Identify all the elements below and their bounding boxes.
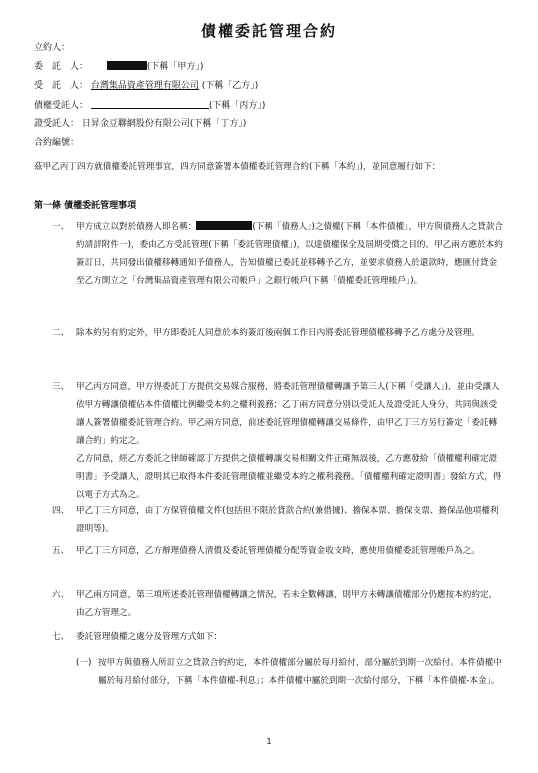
clause-text: 甲乙丁三方同意，由丁方保管債權文件(包括但不限於貸款合約(兼借據)、擔保本票、擔保支票、擔保品他項權利證明等)。 <box>76 506 499 534</box>
party-d-label: 證受託人： <box>34 119 80 129</box>
clause-number: 三、 <box>52 382 70 392</box>
sub-clause-number: (一) <box>76 658 92 668</box>
clause-2 <box>52 324 504 342</box>
clause-number: 六、 <box>52 590 70 600</box>
clause-text: 甲方成立以對於債務人即名稱： <box>76 222 197 232</box>
document-title: 債權委託管理合約 <box>200 22 337 40</box>
redacted-name <box>107 61 147 70</box>
party-a-row <box>34 61 203 73</box>
party-d-row <box>34 118 246 130</box>
redacted-name <box>196 221 252 230</box>
blank-line <box>91 99 209 109</box>
party-b-label: 受 託 人： <box>34 81 89 91</box>
clause-text: 委託管理債權之處分及管理方式如下： <box>76 632 223 642</box>
clause-number: 四、 <box>52 506 70 516</box>
clause-7 <box>52 628 504 646</box>
party-c-suffix: (下稱「丙方」) <box>208 101 266 111</box>
clause-text: 甲乙丁三方同意，乙方辦理債務人清償及委託管理債權分配等資金收支時，應使用債權委託管理帳戶為之。 <box>76 546 480 556</box>
party-b-row <box>34 80 258 92</box>
clause-number: 二、 <box>52 328 70 338</box>
clause-number: 七、 <box>52 632 70 642</box>
party-c-label: 債權受託人： <box>34 101 89 111</box>
clause-7-sub-1 <box>76 654 504 690</box>
clause-text: 甲乙丙方同意，甲方得委託丁方提供交易媒合服務，將委託管理債權轉讓予第三人(下稱「受讓人」)，並由受讓人依甲方轉讓債權佔本件債權比例繼受本約之權利義務；乙丁兩方同意分別以受託人及證受託人身分，共同與該受讓人簽署債權委託管理合約。甲乙兩方同意，前述委託管理債權轉讓交易條件，由甲乙丁三方另行簽定「委託轉讓合約」約定之。 <box>76 382 500 446</box>
party-a-label: 委 託 人： <box>34 62 89 72</box>
clause-5 <box>52 542 504 560</box>
clause-text: 乙方同意，經乙方委託之律師確認丁方提供之債權轉讓交易相關文件正確無誤後，乙方應發給「債權權利確定證明書」予受讓人，證明其已取得本件委託管理債權並繼受本約之權利義務。「債權權利確定證明書」發給方式，得以電子方式為之。 <box>76 454 502 500</box>
clause-text: 甲乙兩方同意，第三項所述委託管理債權轉讓之情況，若未全數轉讓，則甲方未轉讓債權部分仍應按本約約定，由乙方管理之。 <box>76 590 498 618</box>
clause-1 <box>52 218 504 290</box>
party-b-suffix: (下稱「乙方」) <box>201 81 259 91</box>
party-header: 立約人： <box>34 43 71 53</box>
party-d-text: 日昇金豆聯網股份有限公司(下稱「丁方」) <box>81 119 247 129</box>
clause-3 <box>52 378 504 504</box>
clause-text: 除本約另有約定外，甲方即委託人同意於本約簽訂後兩個工作日內將委託管理債權移轉予乙方處分及管理。 <box>76 328 480 338</box>
page-number: 1 <box>266 737 272 746</box>
preamble: 茲甲乙丙丁四方就債權委託管理事宜，四方同意簽署本債權委託管理合約(下稱「本約」)，並同意履行如下： <box>34 162 441 172</box>
clause-number: 一、 <box>52 222 70 232</box>
clause-number: 五、 <box>52 546 70 556</box>
section-heading: 第一條 債權委託管理事項 <box>34 201 137 211</box>
party-a-suffix: (下稱「甲方」) <box>146 62 204 72</box>
sub-clause-text: 按甲方與債務人所訂立之貸款合約約定，本件債權部分屬於每月給付，部分屬於到期一次給付。本件債權中屬於每月給付部分，下稱「本件債權-利息」；本件債權中屬於到期一次給付部分，下稱「本件債權-本金」。 <box>98 658 502 686</box>
contract-number: 合約編號： <box>34 138 80 148</box>
party-c-row <box>34 99 265 112</box>
clause-6 <box>52 586 504 622</box>
clause-text: (下稱「債務人」)之債權(下稱「本件債權」，甲方與債務人之貸款合約請詳附件一)，委由乙方受託管理(下稱「委託管理債權」)，以達債權保全及屆期受償之目的。甲乙兩方應於本約簽訂日，共同發出債權移轉通知予債務人，告知債權已委託並移轉予乙方，並要求債務人於還款時，應匯付貸金至乙方開立之「台灣集品資產管理有限公司帳戶」之銀行帳戶(下稱「債權委託管理帳戶」)。 <box>76 222 504 286</box>
party-b-name: 台灣集品資產管理有限公司 <box>90 81 199 91</box>
clause-4 <box>52 502 504 538</box>
